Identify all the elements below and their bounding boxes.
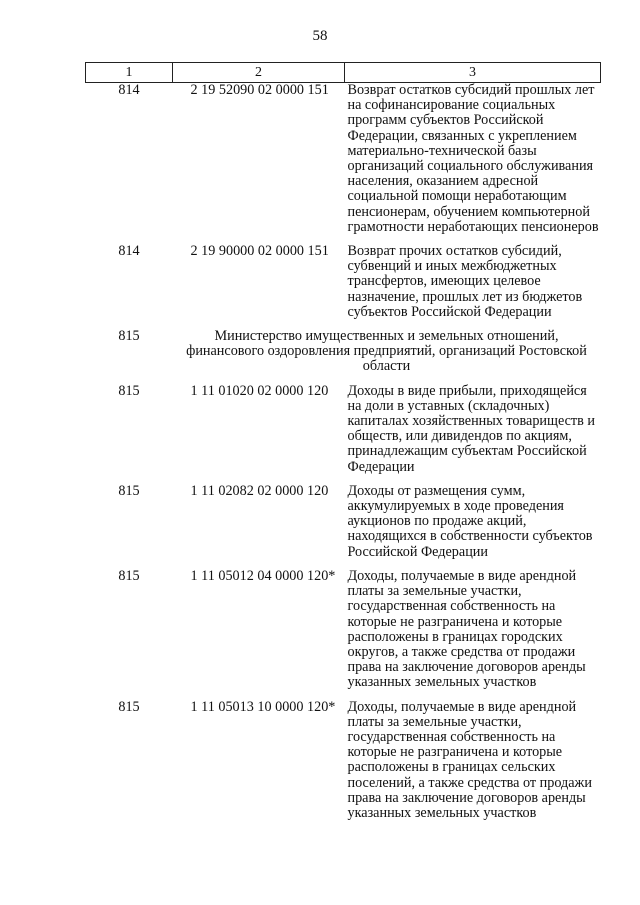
revenue-code-cell: 2 19 52090 02 0000 151 [190, 82, 329, 98]
admin-code-cell: 814 [118, 82, 140, 98]
table-row [86, 83, 601, 245]
table-row [86, 384, 601, 484]
revenue-name-cell: Доходы в виде прибыли, приходящейся на доли в уставных (складочных) капиталах хозяйственных товариществ и обществ, или дивидендов по акциям, принадлежащим субъектам Российской Федерации [347, 382, 595, 475]
ministry-row [86, 329, 601, 384]
header-col-2: 2 [173, 63, 345, 83]
revenue-name-cell: Возврат прочих остатков субсидий, субвенций и иных межбюджетных трансфертов, имеющих целевое назначение, прошлых лет из бюджетов субъектов Российской Федерации [347, 243, 583, 320]
admin-code-cell: 815 [118, 567, 140, 584]
table-row [86, 484, 601, 569]
admin-code-cell: 815 [118, 382, 140, 399]
admin-code-cell: 815 [118, 698, 140, 715]
revenue-code-cell: 2 19 90000 02 0000 151 [190, 243, 329, 260]
header-col-3: 3 [345, 63, 601, 83]
revenue-name-cell: Доходы от размещения сумм, аккумулируемых в ходе проведения аукционов по продаже акций, находящихся в собственности субъектов Российской Федерации [347, 482, 593, 560]
page-number: 58 [312, 28, 328, 44]
revenue-code-cell: 1 11 02082 02 0000 120 [190, 482, 329, 499]
revenue-name-cell: Доходы, получаемые в виде арендной платы за земельные участки, государственная собственность на которые не разграничена и которые расположены в границах городских округов, а также средства от продажи права на заключение договоров аренды указанных земельных участков [347, 567, 586, 691]
revenue-code-cell: 1 11 01020 02 0000 120 [190, 382, 329, 399]
admin-code-cell: 815 [118, 482, 140, 499]
table-header [86, 63, 601, 83]
header-col-1: 1 [86, 63, 173, 83]
admin-code-cell: 814 [118, 243, 140, 260]
revenue-code-cell: 1 11 05012 04 0000 120* [190, 567, 336, 584]
revenue-name-cell: Возврат остатков субсидий прошлых лет на софинансирование социальных программ субъектов Российской Федерации, связанных с укреплением материально-технической базы организаций социального обслуживания населения, оказанием адресной социальной помощи неработающим пенсионерам, обучением компьютерной грамотности неработающих пенсионеров [347, 82, 599, 235]
table-row [86, 700, 601, 831]
revenue-code-cell: 1 11 05013 10 0000 120* [190, 698, 336, 715]
ministry-name-cell: Министерство имущественных и земельных отношений, финансового оздоровления предприятий, организаций Ростовской области [186, 328, 587, 375]
table-body [86, 83, 601, 831]
admin-code-cell: 815 [118, 328, 140, 345]
revenue-name-cell: Доходы, получаемые в виде арендной платы за земельные участки, государственная собственность на которые не разграничена и которые расположены в границах сельских поселений, а также средства от продажи права на заключение договоров аренды указанных земельных участков [347, 698, 592, 821]
table-row [86, 569, 601, 700]
header-row [86, 63, 601, 83]
revenue-codes-table [85, 62, 601, 830]
table-row [86, 244, 601, 329]
